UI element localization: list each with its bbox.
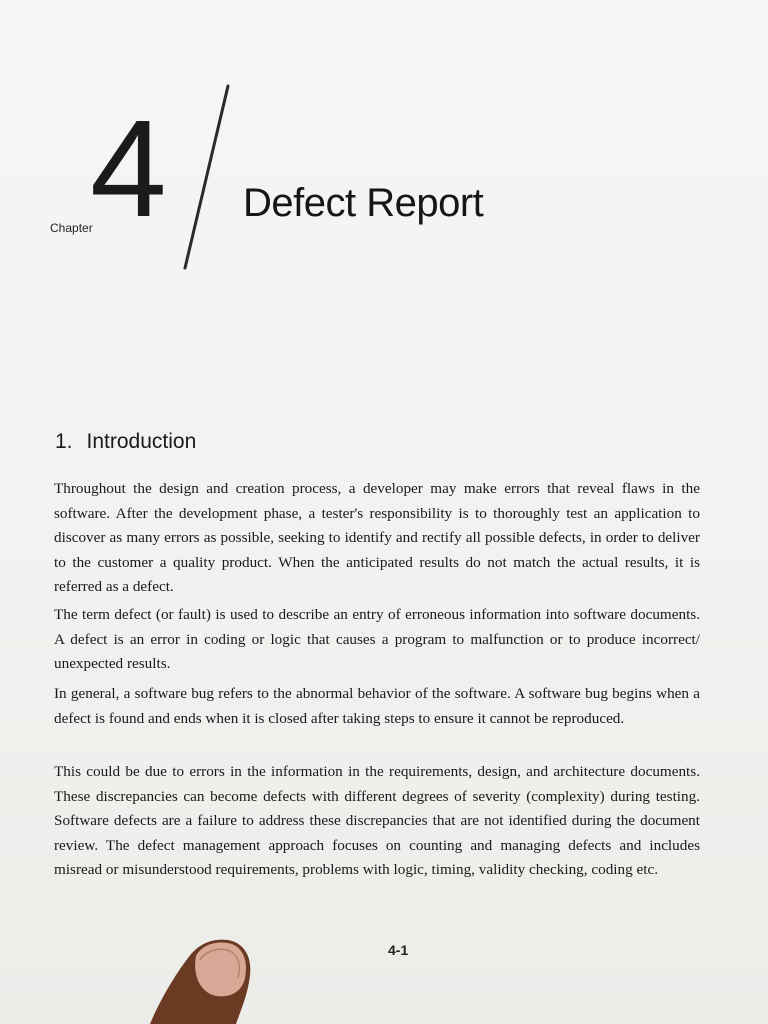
chapter-number: 4: [90, 92, 163, 246]
chapter-title: Defect Report: [243, 181, 484, 225]
paragraph: The term defect (or fault) is used to describe an entry of erroneous information into software documents. A defect is an error in coding or logic that causes a program to malfunction or to produce incorrect/ unexpected results.: [54, 606, 700, 672]
section-number: 1.: [55, 430, 73, 453]
chapter-label: Chapter: [50, 221, 93, 235]
section-title: Introduction: [86, 430, 197, 453]
page-number: 4-1: [388, 942, 409, 958]
paragraph: In general, a software bug refers to the abnormal behavior of the software. A software bug begins when a defect is found and ends when it is closed after taking steps to ensure it cannot be reproduced.: [54, 685, 700, 727]
paragraph: This could be due to errors in the information in the requirements, design, and architecture documents. These discrepancies can become defects with different degrees of severity (complexity) during testing. Software defects are a failure to address these discrepancies that are not identified during the document review. The defect management approach focuses on counting and managing defects and includes misread or misunderstood requirements, problems with logic, timing, validity checking, coding etc.: [54, 763, 700, 878]
paragraph: Throughout the design and creation process, a developer may make errors that reveal flaws in the software. After the development phase, a tester's responsibility is to thoroughly test an application to discover as many errors as possible, seeking to identify and rectify all possible defects, in order to deliver to the customer a quality product. When the anticipated results do not match the actual results, it is referred as a defect.: [54, 480, 700, 595]
